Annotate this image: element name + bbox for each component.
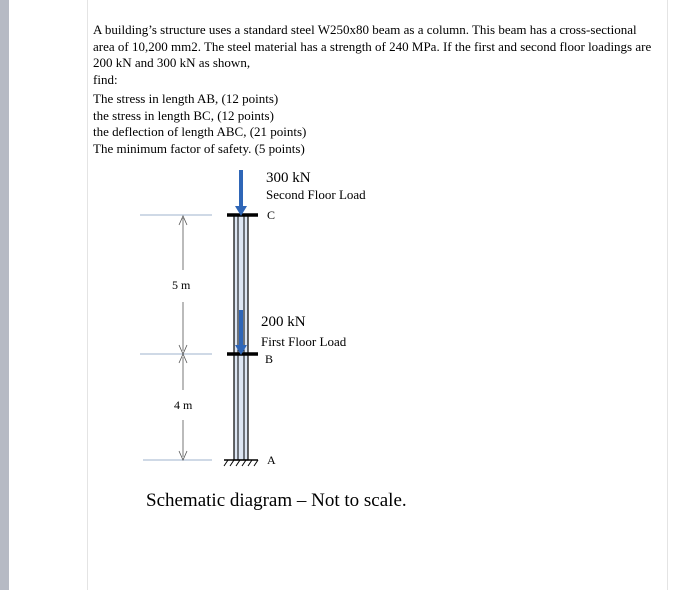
- diagram-caption: Schematic diagram – Not to scale.: [146, 490, 407, 511]
- point-b-label: B: [265, 352, 274, 366]
- second-floor-load-value: 300 kN: [266, 170, 311, 186]
- ground-hatch: [224, 460, 258, 466]
- dimension-upper-label: 5 m: [172, 278, 191, 292]
- second-floor-load-label: Second Floor Load: [266, 187, 366, 202]
- first-floor-load-label: First Floor Load: [261, 334, 347, 349]
- first-floor-load-value: 200 kN: [261, 314, 306, 330]
- find-label: find:: [93, 71, 118, 87]
- point-c-label: C: [267, 208, 276, 222]
- dimension-lower-label: 4 m: [174, 398, 193, 412]
- task-item: the deflection of length ABC, (21 points): [93, 124, 307, 139]
- task-item: The minimum factor of safety. (5 points): [93, 140, 305, 156]
- task-item: The stress in length AB, (12 points): [93, 91, 279, 106]
- point-a-label: A: [267, 453, 276, 467]
- problem-paragraph: A building’s structure uses a standard steel W250x80 beam as a column. This beam has a cross-sectional area of 10,200 mm2. The steel material has a strength of 240 MPa. If the first and second floor loadings are 200 kN and 300 kN as shown,: [93, 22, 652, 70]
- task-item: the stress in length BC, (12 points): [93, 107, 274, 123]
